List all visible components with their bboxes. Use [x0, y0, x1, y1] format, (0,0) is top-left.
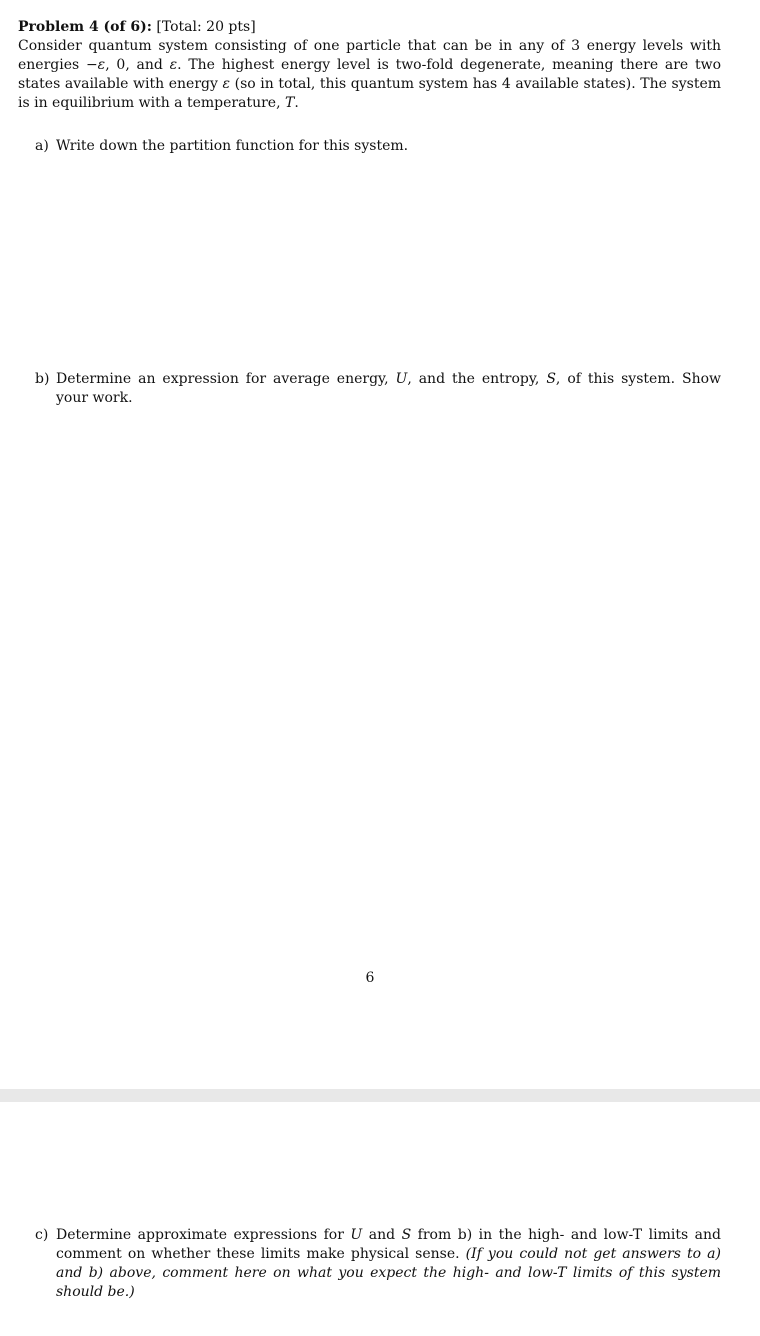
problem-statement	[18, 18, 721, 113]
part-b-var-u: U	[395, 371, 408, 387]
page-2	[0, 1102, 760, 1336]
part-c-label: c)	[35, 1227, 49, 1243]
part-b-text-segment: , of this system. Show your work.	[56, 371, 722, 406]
part-c-var-s: S	[401, 1227, 412, 1243]
page-number: 6	[365, 970, 375, 986]
problem-heading: Problem 4 (of 6):	[18, 19, 152, 35]
part-c-text-segment: and	[362, 1227, 402, 1243]
intro-text: .	[294, 95, 299, 111]
part-c-note-segment: (If you could not get answers to a) and b) above, comment here on what you expect the high- and low-	[56, 1246, 721, 1281]
part-a	[35, 137, 721, 156]
part-a-label: a)	[35, 138, 49, 154]
part-c-note-segment: limits of this system should be.)	[56, 1265, 721, 1300]
intro-text: Consider quantum system consisting of one particle that can be in any of 3 energy levels with energies	[18, 38, 721, 73]
part-c-text	[56, 1226, 721, 1302]
part-b-text-segment: , and the entropy,	[407, 371, 547, 387]
part-c	[35, 1226, 721, 1302]
part-c-text-segment: from b) in the high- and low-T limits and comment on whether these limits make physical sense.	[56, 1227, 721, 1262]
part-b-label: b)	[35, 371, 50, 387]
intro-energy: ε	[169, 57, 178, 73]
part-a-text: Write down the partition function for this system.	[56, 138, 409, 154]
part-c-var-u: U	[350, 1227, 363, 1243]
part-b	[35, 370, 721, 408]
part-b-text-segment: Determine an expression for average energy,	[56, 371, 396, 387]
intro-temperature: T	[284, 95, 295, 111]
intro-energy: ε	[222, 76, 231, 92]
page-separator	[0, 1089, 760, 1102]
part-b-text	[56, 370, 721, 408]
part-c-text-segment: Determine approximate expressions for	[56, 1227, 351, 1243]
problem-total-points: [Total: 20 pts]	[156, 19, 256, 35]
intro-text: (so in total, this quantum system has 4 available states). The system is in equilibrium with a temperature,	[18, 76, 722, 111]
part-c-note-var-t: T	[557, 1265, 567, 1281]
intro-text: . The highest energy level is two-fold degenerate, meaning there are two states available with energy	[18, 57, 722, 92]
intro-text: , 0, and	[105, 57, 170, 73]
part-b-var-s: S	[546, 371, 556, 387]
intro-energy-neg: −ε	[85, 57, 106, 73]
